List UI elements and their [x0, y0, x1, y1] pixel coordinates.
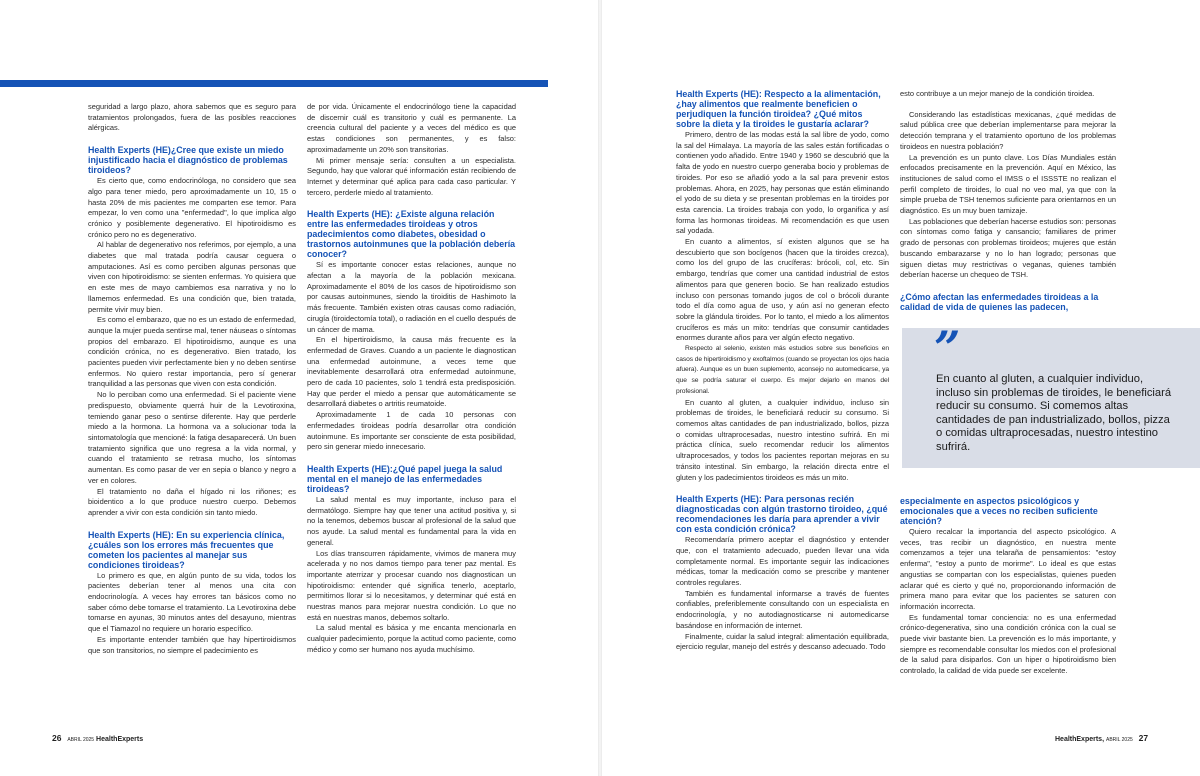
- page-number: 27: [1138, 733, 1149, 743]
- body-paragraph: Primero, dentro de las modas está la sal libre de yodo, como la sal del Himalaya. La mayoría de las sales están fortificadas o contienen yodo añadido. Entre 1940 y 1960 se descubrió que la falta de yodo en nuestro cuerpo generaba bocio y problemas de tiroides. Por eso se añadió yodo a la sal para prevenir estos problemas. Ahora, en 2025, hay personas que están eliminando el yodo de su dieta y se presentan problemas en la tiroides por esta carencia. La tiroides trabaja con yodo, lo organifica y así forma las hormonas tiroideas. Mi recomendación es que usen sal yodada.: [676, 130, 889, 236]
- issue-date: ABRIL 2025: [67, 737, 95, 743]
- body-paragraph: En cuanto a alimentos, sí existen algunos que se ha descubierto que son bocígenos (hacen que la tiroides crezca), como los del grupo de las crucíferas: brócoli, col, etc. Sin embargo, tendrías que comer una cantidad industrial de estos alimentos para que generen bocio. Se han realizado estudios incluso con personas tomando jugos de col o brócoli durante todo el día como agua de uso, y aún así no generan efecto sobre la glándula tiroides. Por lo tanto, el miedo a los alimentos crucíferos es más un mito: tendrías que consumir cantidades enormes durante años para ver algún efecto negativo.: [676, 237, 889, 343]
- body-paragraph: Es fundamental tomar conciencia: no es una enfermedad crónico-degenerativa, sino una condición crónica con la cual se puede vivir bastante bien. La prevención es lo más importante, y siempre es recomendable consultar los miedos con el profesional de la salud para disiparlos. Con un hiper o hipotiroidismo bien controlado, la calidad de vida puede ser excelente.: [900, 612, 1116, 676]
- body-paragraph: Sí es importante conocer estas relaciones, aunque no afectan a la mayoría de la población mexicana. Aproximadamente el 80% de los casos de hipotiroidismo son por causas autoinmunes, siendo la tiroiditis de Hashimoto la más frecuente. También existen otras causas como radiación, cirugía (tiroidectomía total), o radiación en el cuello después de un cáncer de mama.: [307, 260, 516, 334]
- right-page-column-2-bottom: [900, 496, 1116, 677]
- pull-quote-text: En cuanto al gluten, a cualquier individuo, incluso sin problemas de tiroides, le beneficiará reducir su consumo. Si comemos altas cantidades de pan industrializado, bollos, pizza o comidas ultraprocesadas, nuestro intestino sufrirá.: [936, 373, 1172, 453]
- body-paragraph: El tratamiento no daña el hígado ni los riñones; es bioidentico a lo que produce nuestro cuerpo. Debemos aprender a vivir con esta condición sin tanto miedo.: [88, 486, 296, 517]
- page-gutter: [598, 0, 602, 776]
- left-folio: [52, 733, 143, 743]
- quote-mark-icon: ”: [934, 321, 961, 375]
- left-page-column-1: [88, 102, 296, 656]
- body-paragraph: Quiero recalcar la importancia del aspecto psicológico. A veces, tras recibir un diagnóstico, en nuestra mente comenzamos a tejer una telaraña de pensamientos: "estoy enferma", "estoy a punto de morirme". Lo ideal es que estas angustias se compartan con los especialistas, quienes pueden aclarar qué es cierto y qué no, proporcionando información de primera mano para evitar que los pacientes se saturen con información incorrecta.: [900, 527, 1116, 611]
- right-page-column-1: [676, 89, 889, 653]
- right-folio: [1055, 733, 1148, 743]
- body-paragraph: En el hipertiroidismo, la causa más frecuente es la enfermedad de Graves. Cuando a un paciente le diagnostican una enfermedad autoinmune, a veces teme que inevitablemente desarrollará otra enfermedad autoinmune, pero de cada 10 pacientes, solo 1 tendrá esta predisposición. Hay que perder el miedo a pensar que automáticamente se desarrollará diabetes o artritis reumatoide.: [307, 335, 516, 409]
- section-heading: Health Experts (HE): Para personas recién diagnosticadas con algún trastorno tiroideo, ¿qué recomendaciones les daría para aprender a vivir con esta condición crónica?: [676, 494, 888, 535]
- body-paragraph: Considerando las estadísticas mexicanas, ¿qué medidas de salud pública cree que deberían implementarse para mejorar la detección temprana y el tratamiento oportuno de los problemas tiroideos en nuestra población?: [900, 109, 1116, 151]
- body-paragraph: esto contribuye a un mejor manejo de la condición tiroidea.: [900, 89, 1095, 98]
- body-paragraph: seguridad a largo plazo, ahora sabemos que es seguro para tratamientos prolongados, fuera de las posibles reacciones alérgicas.: [88, 102, 296, 133]
- body-paragraph: También es fundamental informarse a través de fuentes confiables, preferiblemente consultando con un especialista en endocrinología, y no autodiagnosticarse ni automedicarse basándose en información de internet.: [676, 588, 889, 630]
- body-paragraph: Los días transcurren rápidamente, vivimos de manera muy acelerada y no nos damos tiempo para tener paz mental. Es importante aterrizar y procesar cuando nos diagnostican un hipotiroidismo: entender qué significa tenerlo, aceptarlo, permitirnos llorar si lo necesitamos, y determinar qué está en nuestras manos para mejorar nuestra condición. Lo que no está en nuestras manos, debemos soltarlo.: [307, 548, 516, 622]
- section-heading: Health Experts (HE): ¿Existe alguna relación entre las enfermedades tiroideas y otros padecimientos como diabetes, obesidad o trastornos autoinmunes que la población debería conocer?: [307, 209, 516, 260]
- left-page-column-2: [307, 102, 516, 656]
- body-paragraph: Finalmente, cuidar la salud integral: alimentación equilibrada, ejercicio regular, manejo del estrés y descanso adecuado. Todo: [676, 631, 889, 652]
- body-paragraph: Es como el embarazo, que no es un estado de enfermedad, aunque la mujer pueda sentirse mal, tener náuseas o síntomas propios del embarazo. El hipotiroidismo, aunque es una condición crónica, no es degenerativo. Bien tratado, los pacientes pueden vivir perfectamente bien y no deben sentirse enfermos. No quiero restar importancia, pero sí generar tranquilidad a las personas que viven con esta condición.: [88, 315, 296, 389]
- page-number: 26: [52, 733, 62, 743]
- body-paragraph: de por vida. Únicamente el endocrinólogo tiene la capacidad de discernir cuál es transitorio y cuál es permanente. La creencia cultural del paciente y a veces del médico es que estas condiciones son permanentes, y es falso: aproximadamente un 20% son transitorias.: [307, 102, 516, 154]
- issue-date: ABRIL 2025: [1105, 737, 1133, 743]
- section-heading: ¿Cómo afectan las enfermedades tiroideas a la calidad de vida de quienes las padecen,: [900, 291, 1099, 312]
- body-paragraph: Recomendaría primero aceptar el diagnóstico y entender que, con el tratamiento adecuado, pueden llevar una vida completamente normal. Es importante seguir las indicaciones médicas, tomar la medicación como se prescribe y mantener controles regulares.: [676, 535, 889, 588]
- brand-name: HealthExperts: [96, 736, 144, 743]
- body-paragraph: Lo primero es que, en algún punto de su vida, todos los pacientes deberían tener al menos una cita con endocrinología. A veces hay errores tan básicos como no saber cómo debe tomarse el tratamiento. La Levotiroxina debe tomarse en ayunas, 30 minutos antes del desayuno, mientras que el Tiamazol no requiere un horario específico.: [88, 570, 296, 634]
- body-paragraph: Es cierto que, como endocrinóloga, no considero que sea algo para tener miedo, pero aproximadamente un 10, 15 o hasta 20% de mis pacientes me comparten ese temor. Para empezar, lo ven como una "enfermedad", lo que implica algo crónico y posiblemente degenerativo. El hipotiroidismo es crónico pero no es degenerativo.: [88, 176, 296, 239]
- section-heading: Health Experts (HE):¿Qué papel juega la salud mental en el manejo de las enfermedades tiroideas?: [307, 463, 503, 494]
- body-paragraph: Mi primer mensaje sería: consulten a un especialista. Segundo, hay que valorar qué información están recibiendo de Internet y determinar qué aplica para cada caso particular. Y tercero, perderle miedo al tratamiento.: [307, 155, 516, 197]
- body-paragraph: La salud mental es básica y me encanta mencionarla en cualquier padecimiento, porque la actitud como paciente, como médico y como ser humano nos ayuda muchísimo.: [307, 623, 516, 654]
- section-heading: Health Experts (HE): Respecto a la alimentación, ¿hay alimentos que realmente beneficien o perjudiquen la función tiroidea? ¿Qué mitos sobre la dieta y la tiroides le gustaría aclarar?: [676, 89, 881, 129]
- body-paragraph: La prevención es un punto clave. Los Días Mundiales están enfocados precisamente en la prevención. Aquí en México, las instituciones de salud como el IMSS o el ISSSTE no realizan el perfil completo de tiroides, lo cual no veo mal, ya que con la simple prueba de TSH tenemos suficiente para orientarnos en un diagnóstico. Es un muy buen tamizaje.: [900, 152, 1116, 216]
- spacer: [900, 100, 1116, 110]
- brand-name: HealthExperts,: [1055, 736, 1105, 743]
- body-paragraph: Aproximadamente 1 de cada 10 personas con enfermedades tiroideas podría desarrollar otra condición autoinmune. Es importante ser consciente de esta posibilidad, pero sin generar miedo innecesario.: [307, 410, 516, 452]
- right-page-column-2-top: [900, 89, 1116, 313]
- body-paragraph: Al hablar de degenerativo nos referimos, por ejemplo, a una diabetes que mal tratada podría causar ceguera o amputaciones. Así es como perciben algunas personas que viven con hipotiroidismo: se sienten enfermas. Yo quisiera que en este mes de mayo cambiemos esa narrativa y no lo llamemos enfermedad. Es una condición que, bien tratada, permite vivir muy bien.: [88, 240, 296, 314]
- body-paragraph: Es importante entender también que hay hipertiroidismos que son transitorios, no siempre el padecimiento es: [88, 634, 296, 655]
- section-heading: Health Experts (HE): En su experiencia clínica, ¿cuáles son los errores más frecuentes que cometen los pacientes al manejar sus condiciones tiroideas?: [88, 529, 285, 570]
- body-paragraph: Las poblaciones que deberían hacerse estudios son: personas con síntomas como fatiga y cansancio; familiares de primer grado de personas con problemas tiroideos; mujeres que están buscando embarazarse y no lo han logrado; personas que siguen dietas muy restrictivas o veganas, quienes también deberían hacerse un chequeo de TSH.: [900, 216, 1116, 280]
- top-accent-bar: [0, 80, 548, 87]
- section-heading: Health Experts (HE)¿Cree que existe un miedo injustificado hacia el diagnóstico de problemas tiroideos?: [88, 145, 288, 176]
- body-paragraph: En cuanto al gluten, a cualquier individuo, incluso sin problemas de tiroides, le beneficiará reducir su consumo. Si comemos altas cantidades de pan industrializado, bollos, pizza o comidas ultraprocesadas, nuestro intestino sufrirá. En mi práctica clínica, suelo recomendar reducir los alimentos ultraprocesados, y todos los pacientes reportan mejoras en su tránsito intestinal. Sin embargo, la relación directa entre el gluten y los padecimientos tiroideos es más un mito.: [676, 397, 889, 482]
- section-heading: especialmente en aspectos psicológicos y emocionales que a veces no reciben suficiente atención?: [900, 496, 1098, 526]
- body-paragraph: La salud mental es muy importante, incluso para el dermatólogo. Siempre hay que tener una actitud positiva y, si no la tenemos, debemos buscar al profesional de la salud que nos ayude. La salud mental es fundamental para la vida en general.: [307, 494, 516, 547]
- body-paragraph: No lo perciban como una enfermedad. Si el paciente viene predispuesto, obviamente querrá huir de la Levotiroxina, temiendo ganar peso o sentirse diferente. Hay que perderle miedo a la hormona. La hormona va a solucionar toda la sintomatología que mencioné: la fatiga desaparecerá. Un buen tratamiento significa que uno regresa a la vida normal, y cuando el tratamiento se retrasa mucho, los síntomas aumentan. Es como pasar de ver en sepia o blanco y negro a ver en colores.: [88, 390, 296, 485]
- body-paragraph: Respecto al selenio, existen más estudios sobre sus beneficios en casos de hipertiroidismo y exoftalmos (cuando se proyectan los ojos hacia afuera). Aunque es un buen suplemento, aconsejo no automedicarse, ya que se podría saturar el cuerpo. Es mejor dejarlo en manos del profesional.: [676, 345, 889, 395]
